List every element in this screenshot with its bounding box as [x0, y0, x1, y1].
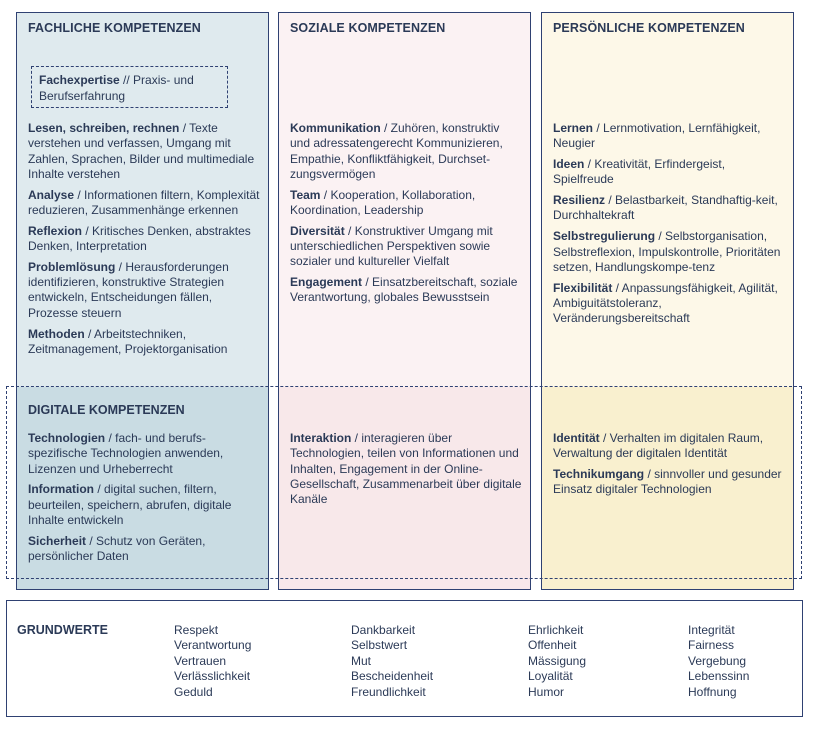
item-term: Fachexpertise	[39, 73, 120, 87]
list-item	[290, 275, 522, 306]
item-text: / Texte verstehen und verfassen, Umgang mit Zahlen, Sprachen, Bilder und multimediale Inhalte verstehen	[28, 121, 255, 181]
item-term: Information	[28, 482, 94, 497]
item-term: Resilienz	[553, 193, 606, 208]
item-text: / Lernmotivation, Lernfähigkeit, Neugier	[553, 121, 761, 151]
item-text: / Verhalten im digitalen Raum, Verwaltung der digitalen Identität	[553, 431, 764, 461]
item-term: Ideen	[553, 157, 585, 172]
list-item	[553, 229, 785, 275]
list-item	[553, 467, 785, 498]
list-item	[553, 281, 785, 327]
item-text: // Praxis- und Berufserfahrung	[39, 73, 194, 103]
item-term: Flexibilität	[553, 280, 613, 295]
value-item: Lebenssinn	[688, 669, 750, 684]
value-item: Hoffnung	[688, 684, 737, 699]
column-title: FACHLICHE KOMPETENZEN	[28, 21, 201, 35]
value-item: Offenheit	[528, 638, 577, 653]
value-item: Freundlichkeit	[351, 684, 426, 699]
item-term: Interaktion	[290, 431, 352, 445]
item-term: Kommunikation	[290, 121, 381, 135]
values-column	[528, 623, 586, 700]
list-item	[28, 327, 260, 358]
value-item: Dankbarkeit	[351, 623, 416, 637]
list-item	[28, 188, 260, 219]
list-item	[290, 121, 522, 182]
value-item: Respekt	[174, 623, 219, 637]
list-item	[553, 121, 785, 152]
list-item	[28, 482, 260, 528]
item-text: / Konstruktiver Umgang mit unterschiedlichen Perspektiven sowie sozialer und kultureller Vielfalt	[290, 223, 493, 269]
value-item: Verlässlichkeit	[174, 669, 251, 684]
item-text: / Herausforderungen identifizieren, konstruktive Strategien entwickeln, Entscheidungen fällen, Prozesse steuern	[28, 259, 229, 320]
list-item	[28, 260, 260, 321]
item-text: / Einsatzbereitschaft, soziale Verantwortung, globales Bewusstsein	[290, 275, 518, 305]
list-item	[28, 534, 260, 565]
item-term: Engagement	[290, 275, 363, 290]
list-item	[553, 193, 785, 224]
item-text: / Informationen filtern, Komplexität reduzieren, Zusammenhänge erkennen	[28, 187, 260, 217]
value-item: Ehrlichkeit	[528, 623, 584, 637]
item-term: Technikumgang	[553, 467, 645, 482]
item-text: / fach- und berufs-spezifische Technologien anwenden, Lizenzen und Urheberrecht	[28, 431, 224, 476]
item-list	[553, 121, 785, 332]
item-term: Analyse	[28, 187, 75, 202]
item-term: Diversität	[290, 223, 345, 238]
list-item	[290, 431, 522, 507]
list-item	[290, 224, 522, 270]
item-term: Reflexion	[28, 223, 83, 238]
item-text: / digital suchen, filtern, beurteilen, speichern, abrufen, digitale Inhalte entwickeln	[28, 482, 232, 527]
item-term: Identität	[553, 431, 600, 445]
fachexpertise-box	[31, 66, 228, 108]
values-column	[174, 623, 251, 700]
column-soziale-kompetenzen	[278, 12, 531, 590]
list-item	[28, 431, 260, 477]
column-title: PERSÖNLICHE KOMPETENZEN	[553, 21, 745, 35]
value-item: Humor	[528, 684, 565, 699]
value-item: Fairness	[688, 638, 735, 653]
values-column	[351, 623, 433, 700]
list-item	[553, 157, 785, 188]
item-text: / sinnvoller und gesunder Einsatz digitaler Technologien	[553, 467, 782, 497]
item-term: Lernen	[553, 121, 594, 135]
value-item: Verantwortung	[174, 638, 252, 653]
item-term: Lesen, schreiben, rechnen	[28, 121, 180, 135]
value-item: Bescheidenheit	[351, 669, 434, 684]
value-item: Mut	[351, 653, 372, 668]
item-text: / Zuhören, konstruktiv und adressatengerecht Kommunizieren, Empathie, Konfliktfähigkeit, Durchset-zungsvermögen	[290, 121, 503, 181]
digital-item-list	[28, 431, 260, 570]
item-term: Methoden	[28, 326, 85, 341]
digital-item-list	[290, 431, 522, 513]
grundwerte-title: GRUNDWERTE	[17, 623, 108, 637]
item-list	[290, 121, 522, 311]
list-item	[28, 224, 260, 255]
item-term: Sicherheit	[28, 533, 87, 548]
value-item: Integrität	[688, 623, 735, 637]
list-item	[290, 188, 522, 219]
grundwerte-box	[6, 600, 803, 717]
list-item	[553, 431, 785, 462]
item-list	[28, 121, 260, 363]
column-persoenliche-kompetenzen	[541, 12, 794, 590]
list-item	[28, 121, 260, 182]
item-text: / Belastbarkeit, Standhaftig-keit, Durchhaltekraft	[553, 193, 778, 223]
digital-item-list	[553, 431, 785, 503]
item-text: / Arbeitstechniken, Zeitmanagement, Projektorganisation	[28, 326, 228, 356]
item-term: Selbstregulierung	[553, 229, 656, 244]
column-fachliche-kompetenzen	[16, 12, 269, 590]
value-item: Geduld	[174, 684, 213, 699]
column-title: SOZIALE KOMPETENZEN	[290, 21, 446, 35]
item-text: / Kooperation, Kollaboration, Koordination, Leadership	[290, 187, 476, 217]
item-term: Team	[290, 187, 321, 202]
item-text: / interagieren über Technologien, teilen von Informationen und Inhalten, Engagement in der Online-Gesellschaft, Zusammenarbeit über digitale Kanäle	[290, 431, 522, 507]
value-item: Selbstwert	[351, 638, 408, 653]
item-term: Problemlösung	[28, 259, 116, 274]
values-column	[688, 623, 749, 700]
digital-title: DIGITALE KOMPETENZEN	[28, 403, 185, 417]
value-item: Vergebung	[688, 653, 747, 668]
item-term: Technologien	[28, 431, 106, 445]
value-item: Loyalität	[528, 669, 573, 684]
value-item: Vertrauen	[174, 653, 227, 668]
item-text: / Kritisches Denken, abstraktes Denken, Interpretation	[28, 223, 251, 254]
value-item: Mässigung	[528, 653, 587, 668]
item-text: / Selbstorganisation, Selbstreflexion, Impulskontrolle, Prioritäten setzen, Handlungskompe-tenz	[553, 229, 781, 274]
item-text: / Anpassungsfähigkeit, Agilität, Ambiguitätstoleranz, Veränderungsbereitschaft	[553, 280, 778, 326]
item-text: / Schutz von Geräten, persönlicher Daten	[28, 533, 206, 564]
item-text: / Kreativität, Erfindergeist, Spielfreude	[553, 157, 726, 187]
